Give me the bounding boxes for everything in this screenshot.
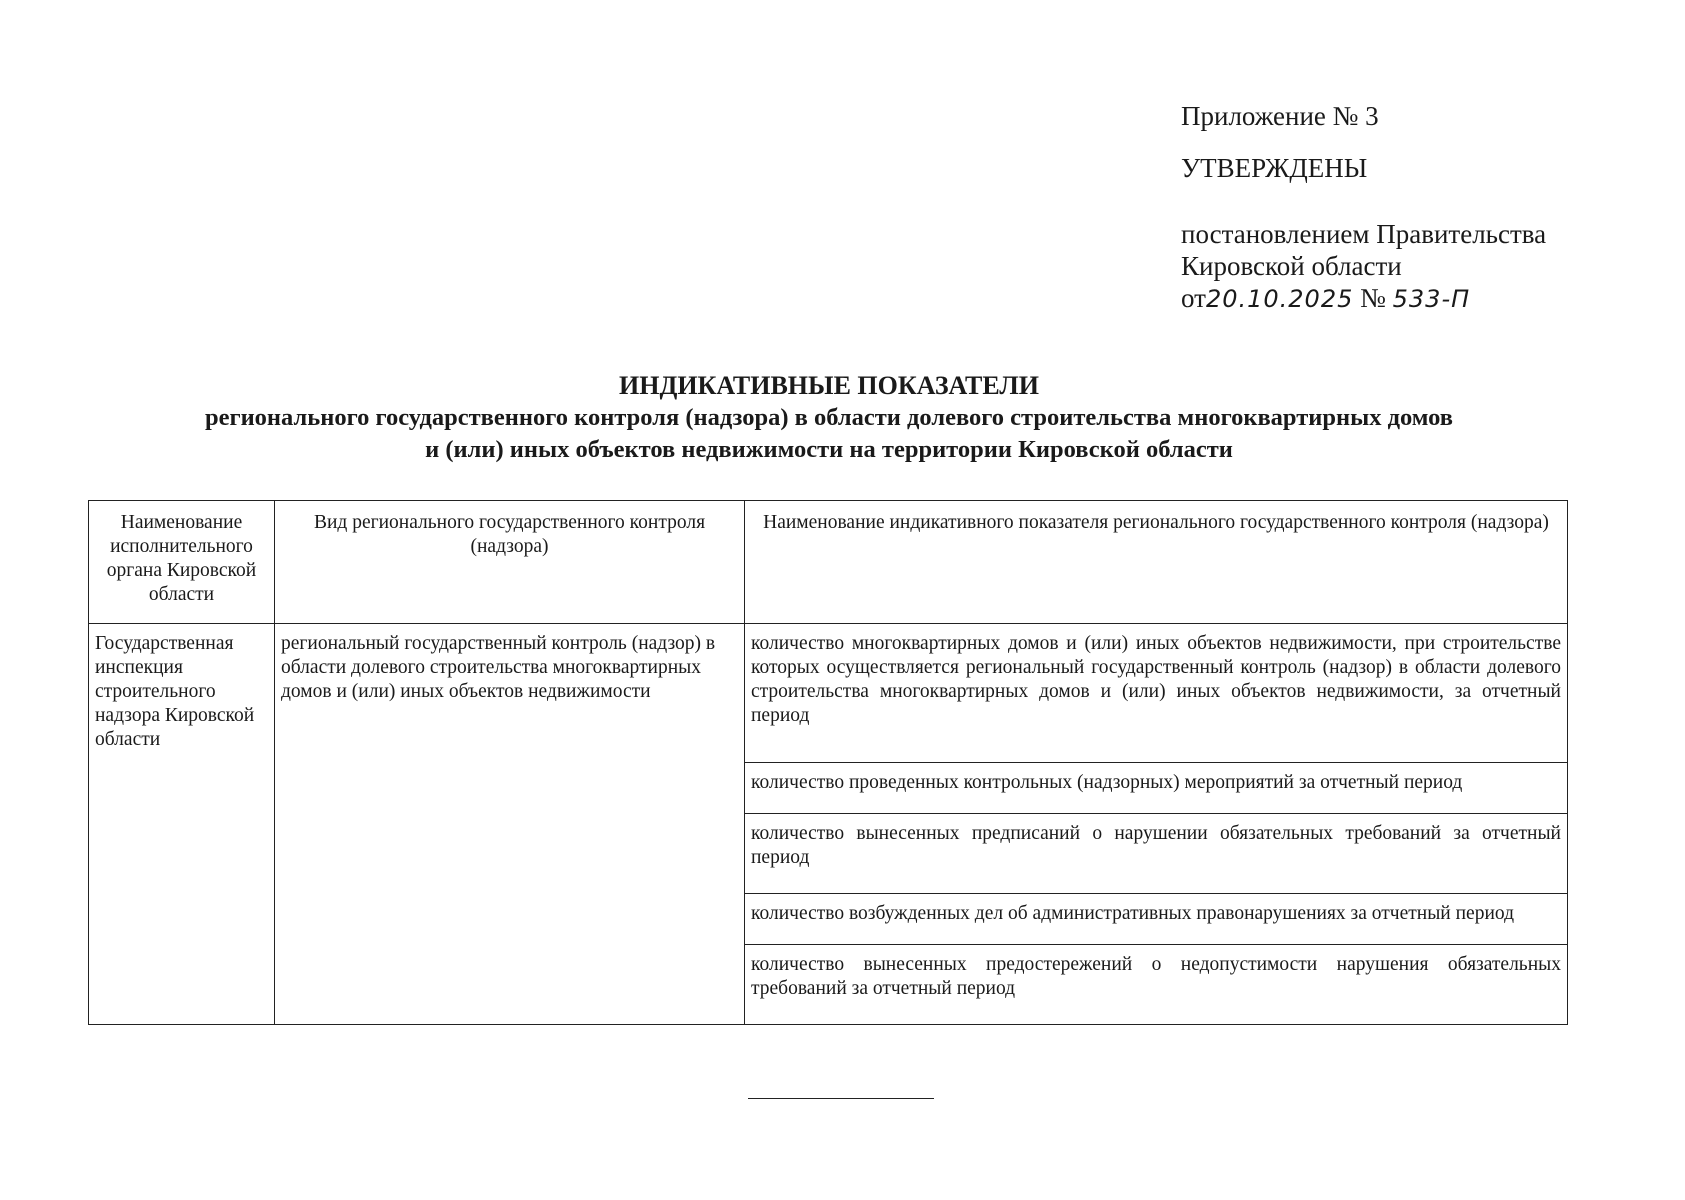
indicator-cell: количество вынесенных предписаний о нарушении обязательных требований за отчетный период <box>745 814 1568 894</box>
handwritten-number: 533-П <box>1392 285 1471 313</box>
document-title: ИНДИКАТИВНЫЕ ПОКАЗАТЕЛИ <box>619 371 1039 400</box>
document-subtitle-line1: регионального государственного контроля (надзора) в области долевого строительства многоквартирных домов <box>204 404 1454 431</box>
document-subtitle-line2: и (или) иных объектов недвижимости на территории Кировской области <box>425 436 1233 463</box>
organ-cell: Государственная инспекция строительного надзора Кировской области <box>89 624 275 1025</box>
indicator-cell: количество многоквартирных домов и (или) иных объектов недвижимости, при строительстве которых осуществляется региональный государственный контроль (надзор) в области долевого строительства многоквартирных домов и (или) иных объектов недвижимости, за отчетный период <box>745 624 1568 763</box>
table-row <box>89 624 1568 763</box>
handwritten-date: 20.10.2025 <box>1205 285 1354 313</box>
indicator-cell: количество вынесенных предостережений о недопустимости нарушения обязательных требований за отчетный период <box>745 944 1568 1024</box>
indicators-table <box>88 500 1568 1025</box>
header-control-type: Вид регионального государственного контроля (надзора) <box>275 501 745 624</box>
control-type-cell: региональный государственный контроль (надзор) в области долевого строительства многоквартирных домов и (или) иных объектов недвижимости <box>275 624 745 1025</box>
date-prefix: от <box>1181 283 1206 313</box>
approved-label: УТВЕРЖДЕНЫ <box>1181 153 1368 183</box>
indicator-cell: количество возбужденных дел об административных правонарушениях за отчетный период <box>745 894 1568 945</box>
header-indicator: Наименование индикативного показателя регионального государственного контроля (надзора) <box>745 501 1568 624</box>
appendix-label: Приложение № 3 <box>1181 101 1379 131</box>
approval-date-number <box>1181 282 1546 315</box>
approved-by-line2: Кировской области <box>1181 251 1402 281</box>
header-organ: Наименование исполнительного органа Кировской области <box>89 501 275 624</box>
document-heading <box>0 370 1658 466</box>
footer-divider <box>748 1098 934 1099</box>
approval-block <box>1181 100 1546 315</box>
indicator-cell: количество проведенных контрольных (надзорных) мероприятий за отчетный период <box>745 763 1568 814</box>
number-prefix: № <box>1360 283 1386 313</box>
table-header-row <box>89 501 1568 624</box>
approved-by-line1: постановлением Правительства <box>1181 219 1547 249</box>
